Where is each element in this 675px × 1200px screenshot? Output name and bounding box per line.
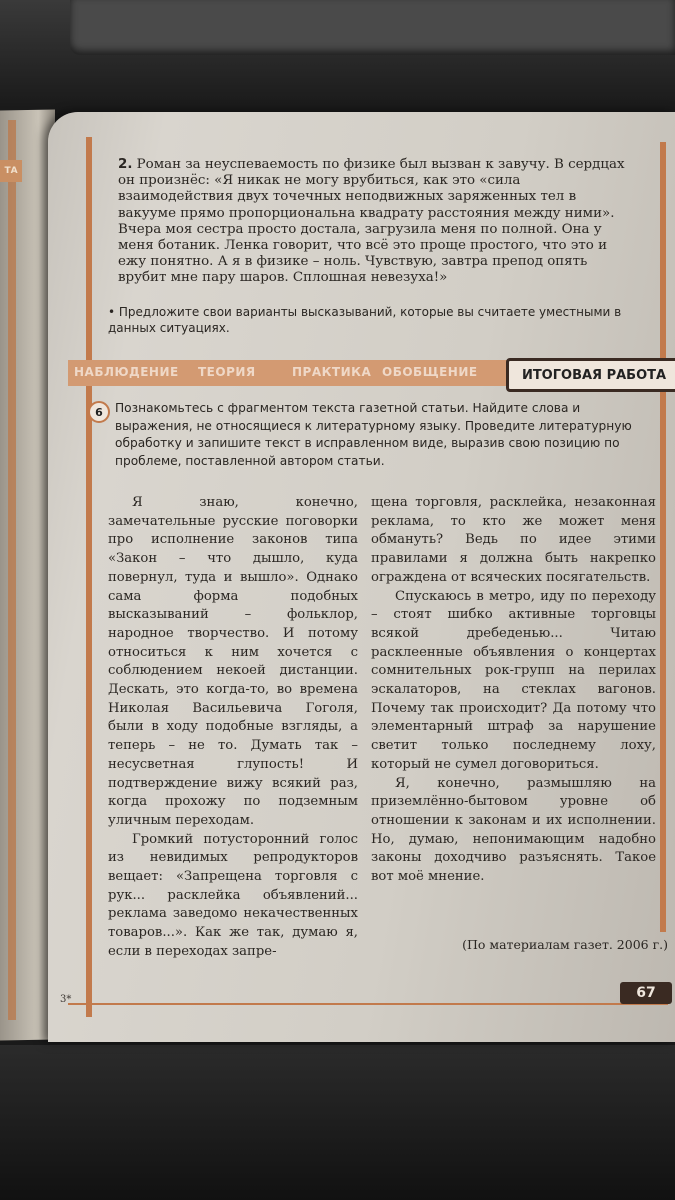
article-paragraph: Я знаю, конечно, замечательные русские поговорки про исполнение законов типа «Закон – что дышло, куда повернул, туда и вышло». Однако сама форма подобных высказываний – фольклор, народное творчество. И потому относиться к ним хочется с соблюдением некоей дистанции. Дескать, это когда-то, во времена Николая Васильевича Гоголя, были в ходу подобные взгляды, а теперь – не то. Думать так – несусветная глупость! И подтверждение вижу всякий раз, когда прохожу по подземным уличным переходам.: [108, 495, 358, 828]
article-paragraph: щена торговля, расклейка, незаконная реклама, то кто же может меня обмануть? Ведь по идее этими правилами я должна быть накрепко ограждена от всяческих посягательств.: [371, 495, 656, 585]
page-number: 67: [620, 982, 672, 1004]
signature-mark: 3*: [60, 994, 72, 1005]
task-6-number: 6: [88, 401, 110, 423]
left-page-stripe: [8, 120, 16, 1020]
article-source: (По материалам газет. 2006 г.): [462, 937, 668, 952]
article-column-left: [108, 494, 358, 962]
task-2-text: Роман за неуспеваемость по физике был вызван к завучу. В сердцах он произнёс: «Я никак не могу врубиться, как это «сила взаимодействия двух точечных неподвижных заряженных тел в вакууме прямо пропорциональна квадрату расстояния между ними». Вчера моя сестра просто достала, загрузила меня по полной. Она у меня ботаник. Ленка говорит, что всё это проще простого, что это и ежу понятно. А я в физике – ноль. Чувствую, завтра препод опять врубит мне пару шаров. Сплошная невезуха!»: [118, 157, 625, 286]
page-stripe-right: [660, 142, 666, 932]
task-2: [118, 157, 638, 287]
task-2-number: 2.: [118, 157, 133, 172]
device-edge: [70, 0, 675, 55]
nav-item-observation: НАБЛЮДЕНИЕ: [74, 365, 179, 379]
background-bottom: [0, 1045, 675, 1200]
article-paragraph: Спускаюсь в метро, иду по переходу – стоят шибко активные торговцы всякой дребеденью... Читаю расклеенные объявления о концертах сомнительных рок-групп на перилах эскалаторов, на стеклах вагонов. Почему так происходит? Да потому что элементарный штраф за нарушение светит только последнему лоху, который не сумел договориться.: [371, 588, 656, 772]
nav-item-practice: ПРАКТИКА: [292, 365, 372, 379]
page-stripe-left: [86, 137, 92, 1017]
section-nav-bar: [68, 360, 667, 386]
nav-item-theory: ТЕОРИЯ: [198, 365, 256, 379]
nav-item-generalization: ОБОБЩЕНИЕ: [382, 365, 478, 379]
textbook-page: [48, 112, 675, 1042]
nav-item-final-work: ИТОГОВАЯ РАБОТА: [506, 358, 675, 392]
article-paragraph: Громкий потусторонний голос из невидимых репродукторов вещает: «Запрещена торговля с рук... расклейка объявлений... реклама заведомо некачественных товаров...». Как же так, думаю я, если в переходах запре-: [108, 831, 358, 959]
footer-rule: [68, 1003, 668, 1005]
task-6-text: Познакомьтесь с фрагментом текста газетной статьи. Найдите слова и выражения, не относящиеся к литературному языку. Проведите литературную обработку и запишите текст в исправленном виде, выразив свою позицию по проблеме, поставленной автором статьи.: [115, 401, 632, 468]
article-column-right: [371, 494, 656, 887]
bullet-instruction: • Предложите свои варианты высказываний, которые вы считаете уместными в данных ситуациях.: [108, 305, 622, 335]
left-page-tab: ТА: [0, 160, 22, 182]
article-paragraph: Я, конечно, размышляю на приземлённо-бытовом уровне об отношении к законам и их исполнении. Но, думаю, непонимающим надобно законы доходчиво разъяснять. Такое вот моё мнение.: [371, 775, 656, 885]
